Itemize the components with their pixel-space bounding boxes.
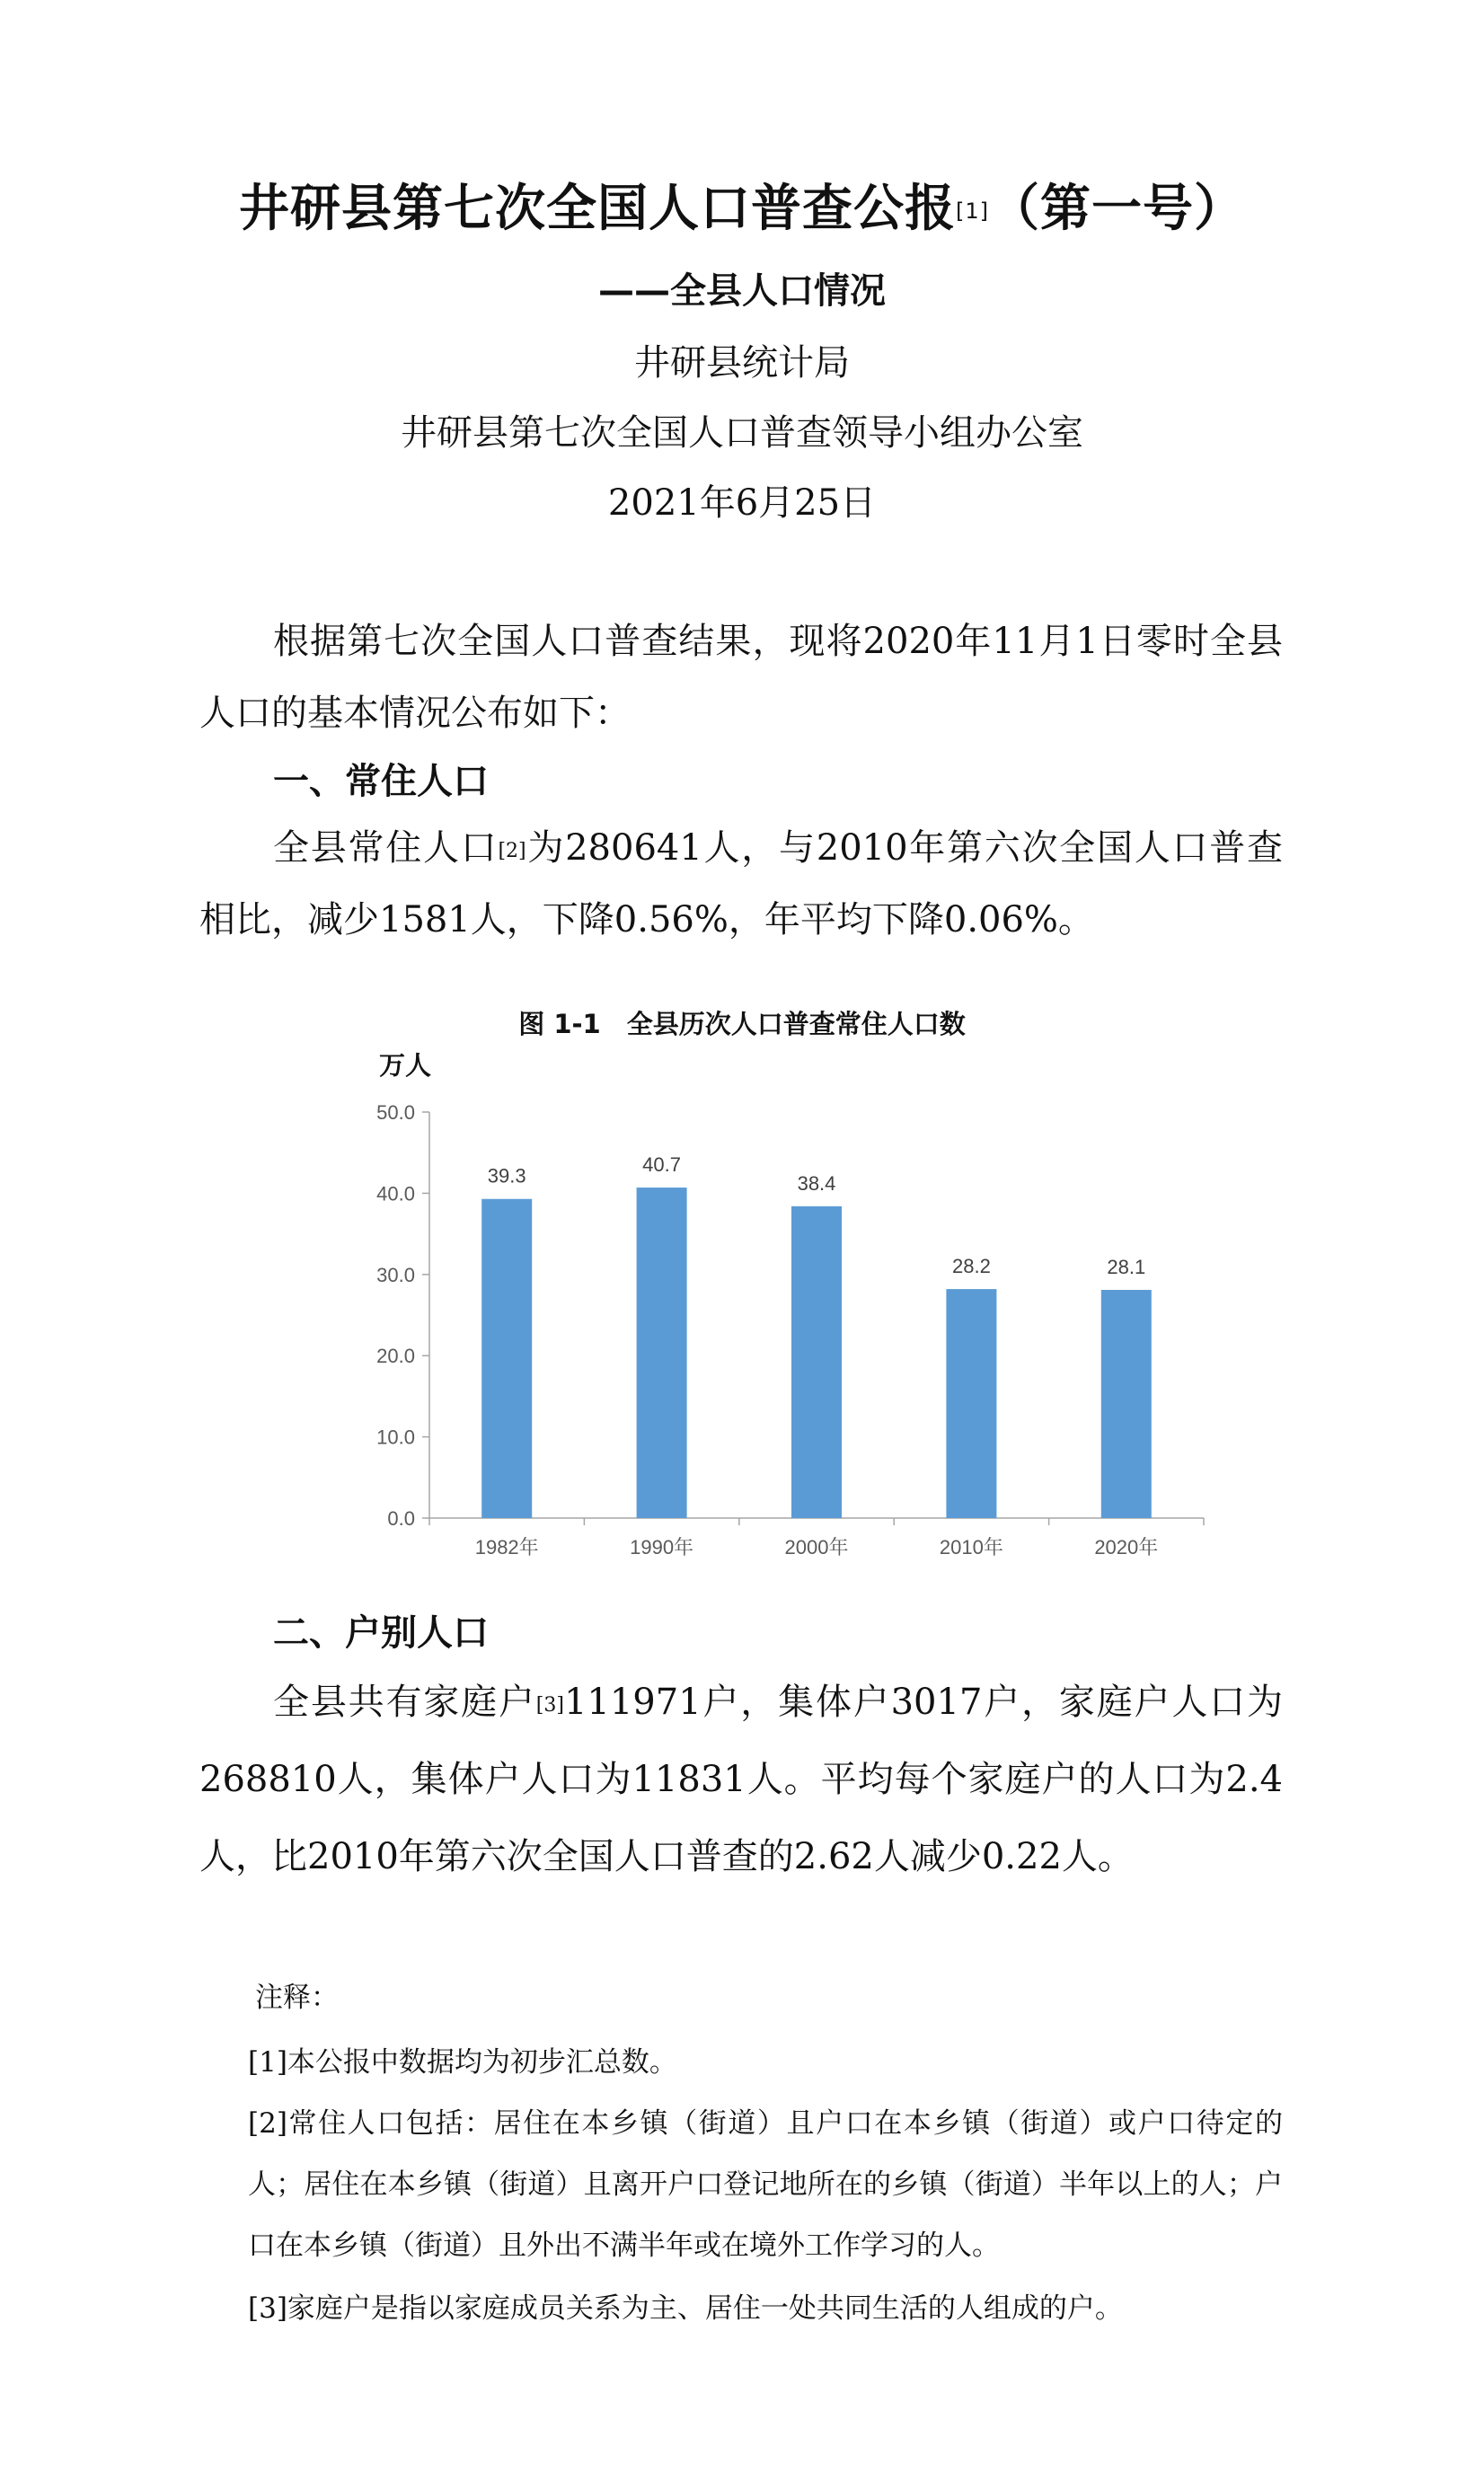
bar xyxy=(791,1206,842,1518)
y-tick-label: 30.0 xyxy=(376,1263,415,1286)
note-3: [3]家庭户是指以家庭成员关系为主、居住一处共同生活的人组成的户。 xyxy=(248,2292,1123,2325)
x-tick-label: 2000年 xyxy=(784,1536,849,1558)
y-tick-label: 10.0 xyxy=(376,1426,415,1449)
chart-title: 图 1-1 全县历次人口普查常住人口数 xyxy=(518,1009,966,1039)
footnote-ref-2: [2] xyxy=(498,840,526,862)
y-tick-label: 0.0 xyxy=(387,1507,415,1530)
bar xyxy=(481,1199,532,1518)
data-label: 38.4 xyxy=(797,1171,836,1195)
section1-heading: 一、常住人口 xyxy=(273,761,489,802)
population-bar-chart xyxy=(341,1078,1222,1581)
intro-paragraph: 根据第七次全国人口普查结果，现将2020年11月1日零时全县人口的基本情况公布如下： xyxy=(199,621,1283,734)
note-2: [2]常住人口包括：居住在本乡镇（街道）且户口在本乡镇（街道）或户口待定的人；居住在本乡镇（街道）且离开户口登记地所在的乡镇（街道）半年以上的人；户口在本乡镇（街道）且外出不满半年或在境外工作学习的人。 xyxy=(248,2107,1283,2262)
document-title: 井研县第七次全国人口普查公报[1]（第一号） xyxy=(239,180,1245,238)
x-tick-label: 1982年 xyxy=(474,1536,539,1558)
notes-label: 注释： xyxy=(255,1982,339,2014)
data-label: 39.3 xyxy=(487,1164,526,1188)
bar xyxy=(946,1289,996,1518)
section2-paragraph: 全县共有家庭户[3]111971户，集体户3017户，家庭户人口为268810人，集体户人口为11831人。平均每个家庭户的人口为2.4人，比2010年第六次全国人口普查的2.62人减少0.22人。 xyxy=(199,1682,1283,1877)
data-label: 28.2 xyxy=(951,1255,991,1278)
y-tick-label: 50.0 xyxy=(376,1101,415,1124)
y-tick-label: 40.0 xyxy=(376,1182,415,1205)
y-tick-label: 20.0 xyxy=(376,1345,415,1368)
data-label: 28.1 xyxy=(1107,1255,1146,1278)
data-label: 40.7 xyxy=(642,1153,682,1177)
footnote-ref-3: [3] xyxy=(535,1694,564,1717)
bar xyxy=(637,1188,687,1518)
section1-paragraph: 全县常住人口[2]为280641人，与2010年第六次全国人口普查相比，减少1581人，下降0.56%，年平均下降0.06%。 xyxy=(199,827,1283,940)
document-subtitle: ——全县人口情况 xyxy=(598,270,886,312)
x-tick-label: 2010年 xyxy=(939,1536,1003,1558)
issuer-bureau: 井研县统计局 xyxy=(634,342,850,384)
x-tick-label: 1990年 xyxy=(630,1536,694,1558)
title-footnote-ref: [1] xyxy=(956,199,989,224)
section2-heading: 二、户别人口 xyxy=(273,1612,489,1654)
x-tick-label: 2020年 xyxy=(1094,1536,1159,1558)
note-1: [1]本公报中数据均为初步汇总数。 xyxy=(248,2046,677,2079)
issuer-office: 井研县第七次全国人口普查领导小组办公室 xyxy=(401,412,1083,454)
chart-y-unit: 万人 xyxy=(379,1050,432,1081)
bar xyxy=(1101,1290,1152,1518)
publication-date: 2021年6月25日 xyxy=(607,482,877,524)
